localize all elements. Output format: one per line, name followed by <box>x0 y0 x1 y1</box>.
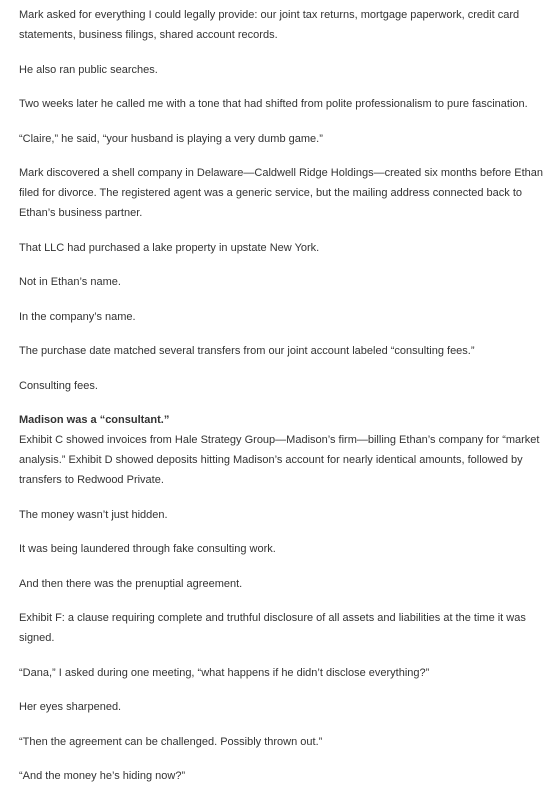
paragraph: And then there was the prenuptial agreement. <box>19 577 243 590</box>
paragraph: Mark discovered a shell company in Delaware—Caldwell Ridge Holdings—created six months before Ethan filed for divorce. The registered agent was a generic service, but the mailing address connected back to Ethan’s business partner. <box>19 167 543 219</box>
paragraph: Consulting fees. <box>19 379 98 392</box>
paragraph: “Dana,” I asked during one meeting, “what happens if he didn’t disclose everything?” <box>19 666 430 679</box>
paragraph: The money wasn’t just hidden. <box>19 508 168 521</box>
paragraph: Not in Ethan’s name. <box>19 276 121 288</box>
paragraph: “And the money he’s hiding now?” <box>19 770 186 782</box>
paragraph: Two weeks later he called me with a tone that had shifted from polite professionalism to pure fascination. <box>19 98 528 110</box>
paragraph: It was being laundered through fake consulting work. <box>19 543 276 555</box>
madison-body-text: Exhibit C showed invoices from Hale Strategy Group—Madison’s firm—billing Ethan’s company for “market analysis.” Exhibit D showed deposits hitting Madison’s account for nearly identical amounts, followed by transfers to Redwood Private. <box>19 434 540 486</box>
paragraph: Mark asked for everything I could legally provide: our joint tax returns, mortgage paperwork, credit card statements, business filings, shared account records. <box>19 9 520 41</box>
madison-paragraph <box>19 410 549 490</box>
bold-heading: Madison was a “consultant.” <box>19 414 170 426</box>
paragraph: He also ran public searches. <box>19 63 158 76</box>
paragraph: Exhibit F: a clause requiring complete and truthful disclosure of all assets and liabilities at the time it was signed. <box>19 612 526 644</box>
paragraph: Her eyes sharpened. <box>19 701 122 713</box>
paragraph: That LLC had purchased a lake property in upstate New York. <box>19 241 320 254</box>
paragraph: “Then the agreement can be challenged. Possibly thrown out.” <box>19 735 323 748</box>
paragraph: “Claire,” he said, “your husband is playing a very dumb game.” <box>19 132 323 145</box>
paragraph: The purchase date matched several transfers from our joint account labeled “consulting fees.” <box>19 345 475 357</box>
paragraph: In the company’s name. <box>19 310 136 323</box>
article-body <box>19 5 549 801</box>
